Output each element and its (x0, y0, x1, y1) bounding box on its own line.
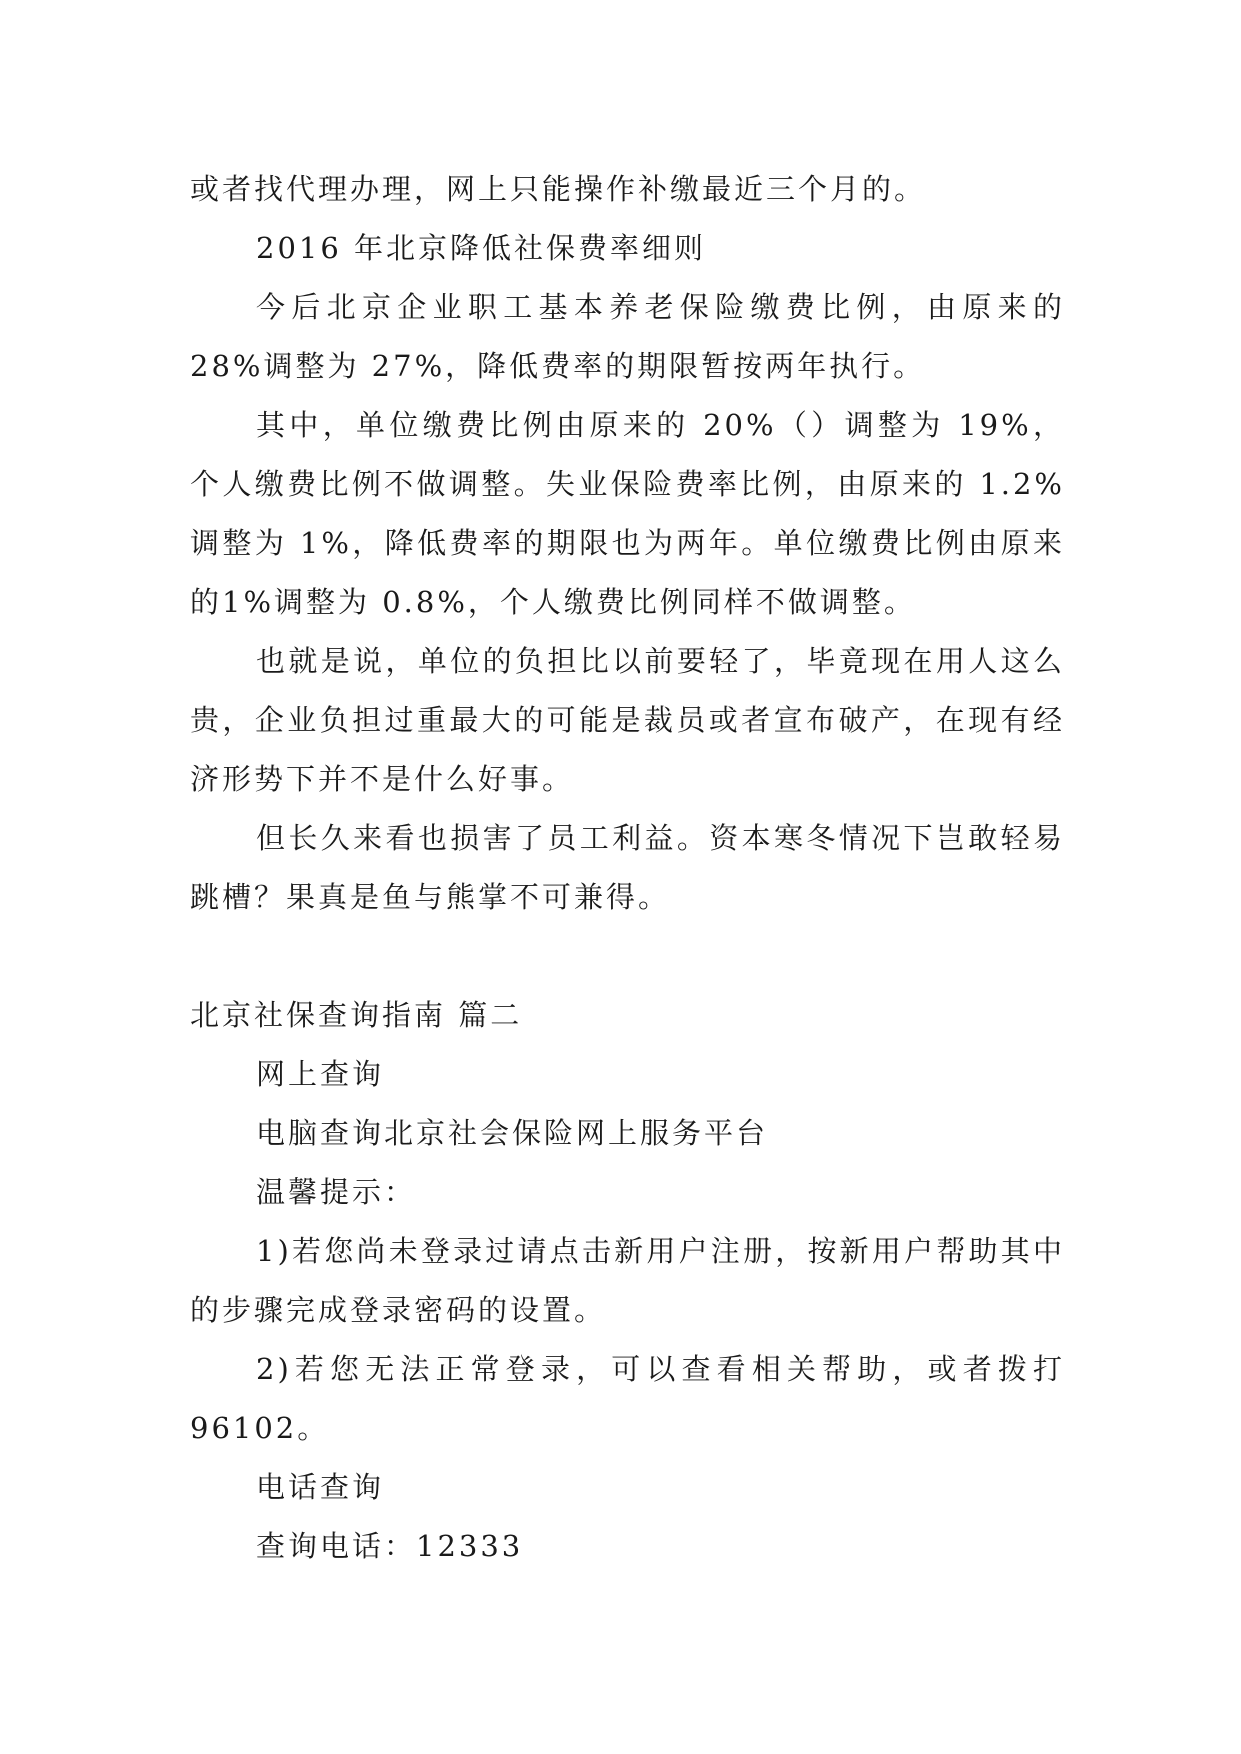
subheading-phone-query: 电话查询 (256, 1470, 385, 1504)
section-heading-rate-details: 2016 年北京降低社保费率细则 (256, 231, 707, 265)
paragraph-tip-1: 1)若您尚未登录过请点击新用户注册，按新用户帮助其中的步骤完成登录密码的设置。 (190, 1234, 1065, 1327)
paragraph-continuation: 或者找代理办理，网上只能操作补缴最近三个月的。 (190, 172, 927, 206)
paragraph-pension-rate: 今后北京企业职工基本养老保险缴费比例，由原来的28%调整为 27%，降低费率的期限暂按两年执行。 (190, 290, 1065, 383)
section-heading-query-guide: 北京社保查询指南 篇二 (190, 998, 523, 1032)
paragraph-unit-rate: 其中，单位缴费比例由原来的 20%（）调整为 19%，个人缴费比例不做调整。失业保险费率比例，由原来的 1.2%调整为 1%，降低费率的期限也为两年。单位缴费比例由原来的1%调整为 0.8%，个人缴费比例同样不做调整。 (190, 408, 1065, 619)
subheading-online-query: 网上查询 (256, 1057, 385, 1091)
section-spacer (190, 927, 1065, 986)
paragraph-phone-number: 查询电话：12333 (256, 1529, 524, 1563)
paragraph-tip-2: 2)若您无法正常登录，可以查看相关帮助，或者拨打96102。 (190, 1352, 1065, 1445)
paragraph-burden: 也就是说，单位的负担比以前要轻了，毕竟现在用人这么贵，企业负担过重最大的可能是裁员或者宣布破产，在现有经济形势下并不是什么好事。 (190, 644, 1065, 796)
paragraph-online-platform: 电脑查询北京社会保险网上服务平台 (256, 1116, 769, 1150)
document-body (190, 160, 1065, 1576)
paragraph-employee-interest: 但长久来看也损害了员工利益。资本寒冬情况下岂敢轻易跳槽？果真是鱼与熊掌不可兼得。 (190, 821, 1065, 914)
paragraph-tips-label: 温馨提示： (256, 1175, 417, 1209)
